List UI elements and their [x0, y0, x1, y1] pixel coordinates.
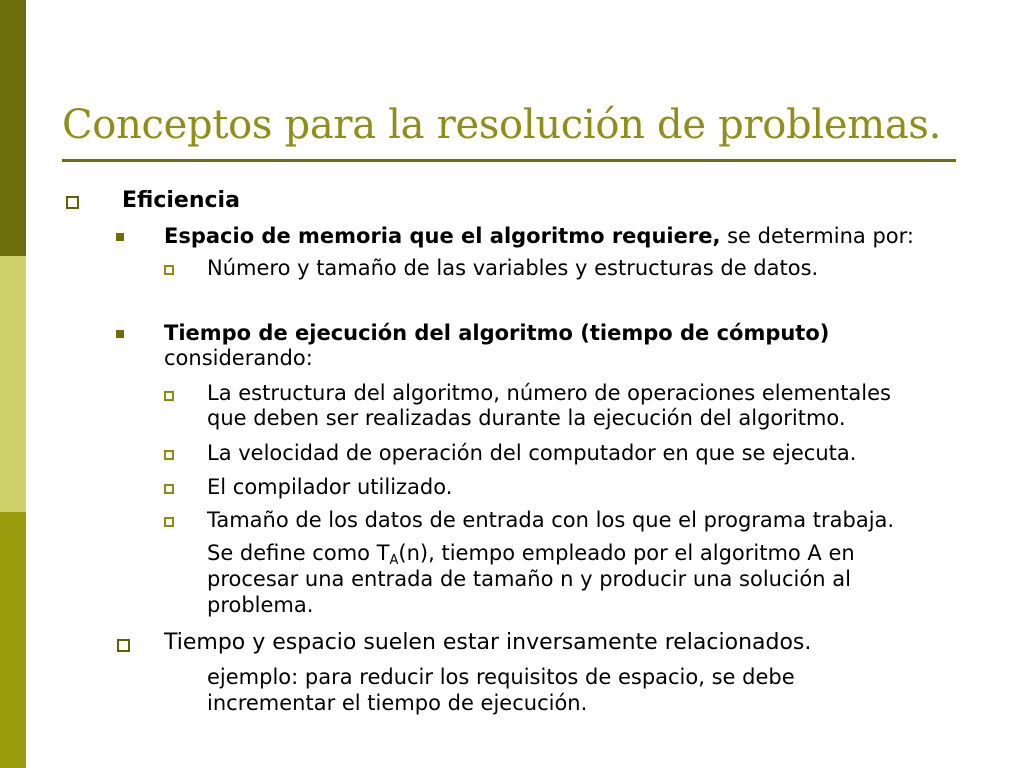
definition-post: (n), tiempo empleado por el algoritmo A en — [398, 541, 855, 565]
tiempo-item2: La velocidad de operación del computador en que se ejecuta. — [207, 441, 857, 465]
hollow-square-bullet-icon — [66, 196, 79, 209]
title-underline — [62, 159, 956, 162]
tiempo-item1-line2: que deben ser realizadas durante la ejecución del algoritmo. — [207, 406, 846, 430]
slide-title: Conceptos para la resolución de problemas. — [62, 102, 942, 148]
relacion-example-line2: incrementar el tiempo de ejecución. — [207, 691, 588, 715]
tiempo-item4: Tamaño de los datos de entrada con los que el programa trabaja. — [207, 508, 895, 532]
small-hollow-square-bullet-icon — [164, 450, 174, 460]
relacion-example-line1: ejemplo: para reducir los requisitos de espacio, se debe — [207, 665, 795, 689]
eficiencia-heading: Eficiencia — [122, 188, 240, 213]
solid-square-bullet-icon — [116, 330, 124, 338]
definition-pre: Se define como T — [207, 541, 390, 565]
relacion-heading: Tiempo y espacio suelen estar inversamente relacionados. — [164, 630, 812, 655]
small-hollow-square-bullet-icon — [164, 391, 174, 401]
tiempo-bold-text: Tiempo de ejecución del algoritmo (tiempo de cómputo) — [164, 321, 830, 345]
small-hollow-square-bullet-icon — [164, 517, 174, 527]
small-hollow-square-bullet-icon — [164, 484, 174, 494]
tiempo-line2: considerando: — [164, 346, 313, 370]
decorative-stripe-middle — [0, 256, 26, 512]
definition-line2: procesar una entrada de tamaño n y producir una solución al — [207, 567, 851, 591]
decorative-stripe-bottom — [0, 512, 26, 768]
definition-line3: problema. — [207, 593, 314, 617]
tiempo-item3: El compilador utilizado. — [207, 475, 453, 499]
decorative-stripe-top — [0, 0, 26, 256]
small-hollow-square-bullet-icon — [164, 265, 174, 275]
tiempo-item1-line1: La estructura del algoritmo, número de operaciones elementales — [207, 381, 891, 405]
espacio-subitem: Número y tamaño de las variables y estructuras de datos. — [207, 256, 819, 280]
definition-line1 — [207, 541, 855, 566]
espacio-item — [164, 224, 914, 249]
solid-square-bullet-icon — [116, 233, 124, 241]
espacio-normal-text: se determina por: — [720, 224, 914, 248]
definition-subscript: A — [389, 553, 399, 568]
hollow-square-bullet-icon — [117, 639, 130, 652]
espacio-bold-text: Espacio de memoria que el algoritmo requiere, — [164, 224, 721, 248]
